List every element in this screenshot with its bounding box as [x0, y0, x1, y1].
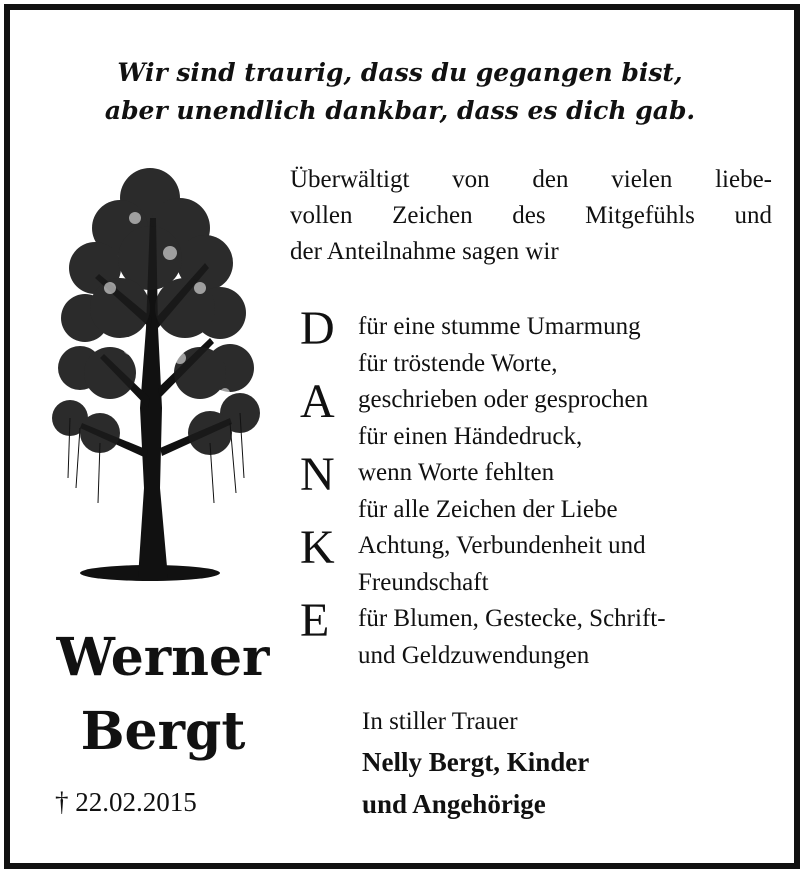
intro-line: vollen Zeichen des Mitgefühls und: [290, 202, 772, 229]
deceased-first-name: Werner: [56, 627, 270, 688]
danke-line: für tröstende Worte,: [358, 350, 558, 377]
signature-intro: In stiller Trauer: [362, 708, 518, 735]
danke-line: für alle Zeichen der Liebe: [358, 496, 618, 523]
danke-line: für eine stumme Umarmung: [358, 313, 641, 340]
intro-text: [290, 162, 772, 270]
motto-line-1: Wir sind traurig, dass du gegangen bist,: [117, 58, 683, 87]
danke-line: für Blumen, Gestecke, Schrift-: [358, 605, 666, 632]
intro-line: der Anteilnahme sagen wir: [290, 238, 559, 265]
signature-name-line: Nelly Bergt, Kinder: [362, 747, 590, 777]
motto-line-2: aber unendlich dankbar, dass es dich gab.: [104, 96, 696, 125]
danke-letter-d: D: [300, 302, 335, 355]
danke-line: Achtung, Verbundenheit und: [358, 532, 646, 559]
danke-line: geschrieben oder gesprochen: [358, 386, 649, 413]
intro-line: Überwältigt von den vielen liebe-: [290, 166, 772, 193]
danke-letter-a: A: [300, 375, 335, 428]
danke-line: Freundschaft: [358, 569, 489, 596]
signature-name-line: und Angehörige: [362, 789, 546, 819]
birch-tree-icon: [40, 158, 265, 588]
danke-line: und Geldzuwendungen: [358, 642, 590, 669]
danke-line: wenn Worte fehlten: [358, 459, 555, 486]
death-date: † 22.02.2015: [55, 787, 197, 817]
danke-letter-e: E: [300, 594, 330, 647]
danke-line: für einen Händedruck,: [358, 423, 583, 450]
danke-letter-n: N: [300, 448, 335, 501]
danke-letter-k: K: [300, 521, 335, 574]
deceased-last-name: Bergt: [80, 701, 246, 762]
